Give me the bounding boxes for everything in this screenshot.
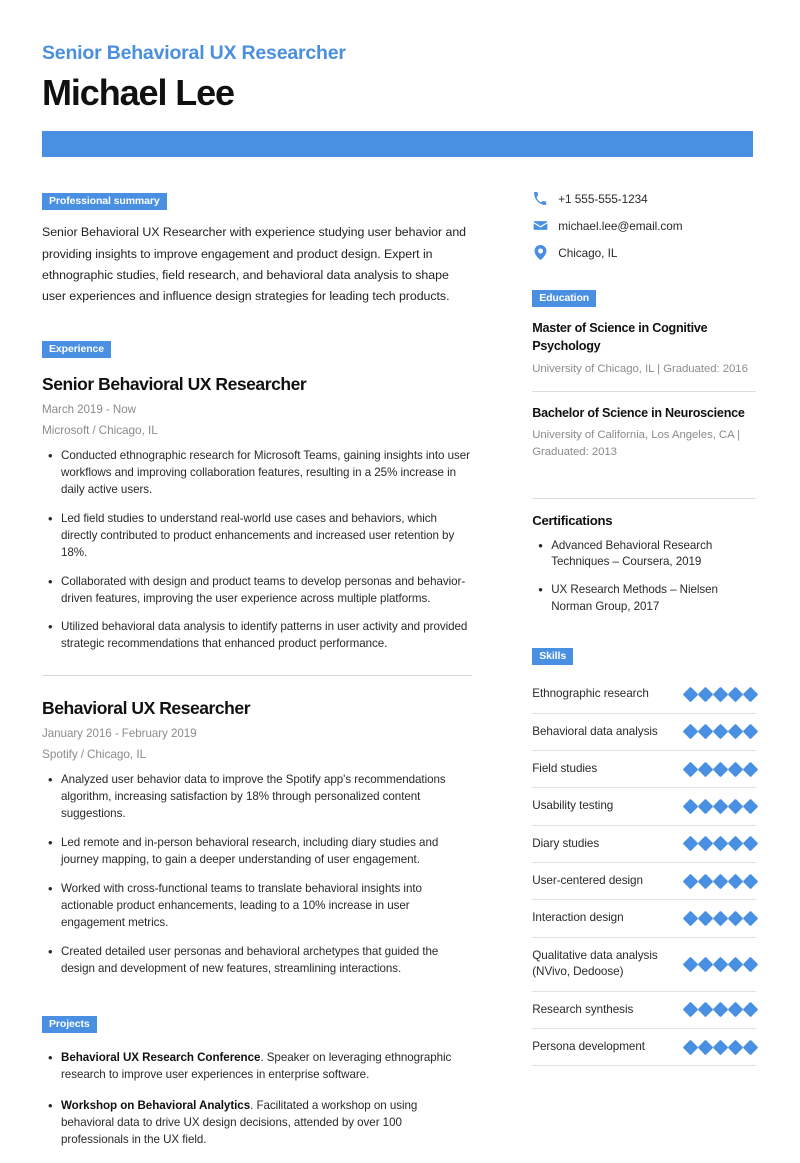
contact-location-row bbox=[532, 245, 756, 261]
diamond-icon bbox=[713, 911, 729, 927]
diamond-icon bbox=[743, 1002, 759, 1018]
contact-email-text: michael.lee@email.com bbox=[558, 218, 683, 233]
skill-name: Persona development bbox=[532, 1039, 645, 1053]
diamond-icon bbox=[698, 911, 714, 927]
diamond-icon bbox=[743, 836, 759, 852]
diamond-icon bbox=[683, 911, 699, 927]
experience-entry bbox=[42, 675, 472, 977]
right-column bbox=[532, 191, 756, 1067]
skills-list bbox=[532, 676, 756, 1066]
project-name: Workshop on Behavioral Analytics bbox=[61, 1098, 251, 1112]
certifications-heading: Certifications bbox=[532, 512, 613, 528]
diamond-icon bbox=[743, 873, 759, 889]
experience-bullet: • Led remote and in-person behavioral research, including diary studies and journey mapping, to gain a deeper understanding of user engagement. bbox=[42, 835, 472, 869]
project-item bbox=[42, 1098, 472, 1149]
education-section bbox=[532, 288, 756, 474]
skill-row bbox=[532, 826, 756, 863]
project-description: . Speaker on leveraging ethnographic research to improve user experiences in enterprise software. bbox=[61, 1051, 452, 1081]
contact-phone-row bbox=[532, 191, 756, 207]
experience-role: Senior Behavioral UX Researcher bbox=[42, 374, 307, 395]
diamond-icon bbox=[728, 873, 744, 889]
project-item bbox=[42, 1050, 472, 1084]
diamond-icon bbox=[698, 761, 714, 777]
experience-entry bbox=[42, 358, 472, 653]
education-entry bbox=[532, 391, 756, 474]
contact-section bbox=[532, 191, 756, 261]
projects-list bbox=[42, 1050, 472, 1149]
diamond-icon bbox=[683, 1002, 699, 1018]
diamond-icon bbox=[698, 724, 714, 740]
education-degree: Master of Science in Cognitive Psychology bbox=[532, 321, 708, 354]
diamond-icon bbox=[713, 836, 729, 852]
skill-row bbox=[532, 992, 756, 1029]
company-name: Spotify bbox=[42, 747, 78, 762]
skill-row bbox=[532, 751, 756, 788]
skills-section bbox=[532, 646, 756, 1067]
skill-name: Research synthesis bbox=[532, 1002, 634, 1016]
skill-rating bbox=[685, 689, 756, 700]
experience-dates: January 2016 - February 2019 bbox=[42, 727, 197, 741]
certifications-list bbox=[532, 538, 756, 616]
header-job-title: Senior Behavioral UX Researcher bbox=[42, 42, 346, 64]
experience-bullet: • Utilized behavioral data analysis to identify patterns in user activity and provided strategic recommendations that enhanced product performance. bbox=[42, 619, 472, 653]
diamond-icon bbox=[683, 956, 699, 972]
diamond-icon bbox=[683, 1039, 699, 1055]
skill-rating bbox=[685, 764, 756, 775]
company-location: Chicago, IL bbox=[86, 747, 147, 762]
experience-role: Behavioral UX Researcher bbox=[42, 698, 251, 719]
experience-dates: March 2019 - Now bbox=[42, 403, 136, 417]
skill-row bbox=[532, 676, 756, 713]
skill-row bbox=[532, 938, 756, 992]
diamond-icon bbox=[728, 687, 744, 703]
map-pin-icon bbox=[532, 245, 548, 261]
skill-name: Diary studies bbox=[532, 836, 600, 850]
diamond-icon bbox=[698, 687, 714, 703]
experience-bullet: • Conducted ethnographic research for Microsoft Teams, gaining insights into user workflows and improving collaboration features, resulting in a 25% increase in daily active users. bbox=[42, 448, 472, 499]
certification-item: • Advanced Behavioral Research Techniques – Coursera, 2019 bbox=[532, 538, 756, 572]
skill-name: Usability testing bbox=[532, 799, 614, 813]
phone-icon bbox=[532, 191, 548, 207]
experience-bullet: • Analyzed user behavior data to improve the Spotify app's recommendations algorithm, increasing satisfaction by 18% through personalized content suggestions. bbox=[42, 772, 472, 823]
diamond-icon bbox=[683, 687, 699, 703]
skill-rating bbox=[685, 876, 756, 887]
education-entry bbox=[532, 307, 756, 390]
envelope-icon bbox=[532, 218, 548, 234]
project-description: . Facilitated a workshop on using behavioral data to drive UX design decisions, attended by over 100 professionals in the UX field. bbox=[61, 1098, 418, 1146]
diamond-icon bbox=[713, 724, 729, 740]
section-badge-skills: Skills bbox=[532, 648, 573, 666]
skill-row bbox=[532, 788, 756, 825]
diamond-icon bbox=[728, 836, 744, 852]
certification-item: • UX Research Methods – Nielsen Norman Group, 2017 bbox=[532, 582, 756, 616]
skill-name: User-centered design bbox=[532, 874, 643, 888]
diamond-icon bbox=[683, 873, 699, 889]
experience-bullet: • Led field studies to understand real-world use cases and behaviors, which directly contributed to product enhancements and increased user retention by 18%. bbox=[42, 511, 472, 562]
skill-name: Ethnographic research bbox=[532, 687, 649, 701]
projects-section bbox=[42, 1014, 472, 1149]
skill-rating bbox=[685, 1004, 756, 1015]
experience-bullets bbox=[42, 772, 472, 977]
skill-name: Field studies bbox=[532, 761, 598, 775]
project-name: Behavioral UX Research Conference bbox=[61, 1051, 261, 1065]
diamond-icon bbox=[743, 956, 759, 972]
skill-name: Interaction design bbox=[532, 911, 624, 925]
contact-location-text: Chicago, IL bbox=[558, 245, 618, 260]
skill-row bbox=[532, 1029, 756, 1066]
experience-bullet: • Worked with cross-functional teams to translate behavioral insights into actionable product enhancements, leading to a 10% increase in user engagement metrics. bbox=[42, 881, 472, 932]
diamond-icon bbox=[698, 873, 714, 889]
diamond-icon bbox=[743, 799, 759, 815]
diamond-icon bbox=[743, 911, 759, 927]
diamond-icon bbox=[698, 1002, 714, 1018]
diamond-icon bbox=[698, 1039, 714, 1055]
left-column bbox=[42, 191, 490, 1163]
summary-text: Senior Behavioral UX Researcher with experience studying user behavior and providing insights to improve engagement and product design. Expert in ethnographic studies, field research, and behavioral data analysis to shape user experiences and influence design strategies for leading tech products. bbox=[42, 225, 467, 304]
experience-bullet: • Created detailed user personas and behavioral archetypes that guided the design and development of new features, streamlining interactions. bbox=[42, 944, 472, 978]
experience-company bbox=[42, 747, 472, 761]
diamond-icon bbox=[728, 911, 744, 927]
education-degree: Bachelor of Science in Neuroscience bbox=[532, 405, 745, 420]
skill-rating bbox=[685, 959, 756, 970]
contact-email-row bbox=[532, 218, 756, 234]
diamond-icon bbox=[728, 956, 744, 972]
diamond-icon bbox=[683, 799, 699, 815]
diamond-icon bbox=[683, 724, 699, 740]
experience-company bbox=[42, 423, 472, 437]
diamond-icon bbox=[698, 799, 714, 815]
company-location: Chicago, IL bbox=[98, 423, 158, 438]
diamond-icon bbox=[713, 956, 729, 972]
skill-name: Qualitative data analysis (NVivo, Dedoose) bbox=[532, 948, 658, 979]
diamond-icon bbox=[728, 799, 744, 815]
diamond-icon bbox=[683, 761, 699, 777]
professional-summary-section bbox=[42, 191, 472, 308]
diamond-icon bbox=[728, 724, 744, 740]
experience-bullets bbox=[42, 448, 472, 653]
skill-rating bbox=[685, 801, 756, 812]
section-badge-education: Education bbox=[532, 290, 596, 308]
section-badge-summary: Professional summary bbox=[42, 193, 167, 211]
diamond-icon bbox=[713, 687, 729, 703]
diamond-icon bbox=[743, 687, 759, 703]
skill-rating bbox=[685, 913, 756, 924]
experience-bullet: • Collaborated with design and product teams to develop personas and behavior-driven features, improving the user experience across multiple platforms. bbox=[42, 574, 472, 608]
header-accent-bar bbox=[42, 131, 753, 157]
skill-rating bbox=[685, 838, 756, 849]
skill-rating bbox=[685, 1042, 756, 1053]
diamond-icon bbox=[728, 1039, 744, 1055]
diamond-icon bbox=[698, 836, 714, 852]
company-separator: / bbox=[80, 747, 84, 762]
diamond-icon bbox=[683, 836, 699, 852]
diamond-icon bbox=[743, 761, 759, 777]
skill-row bbox=[532, 714, 756, 751]
certifications-section bbox=[532, 498, 756, 616]
skill-row bbox=[532, 900, 756, 937]
contact-phone-text: +1 555-555-1234 bbox=[558, 191, 648, 206]
education-meta: University of California, Los Angeles, CA | Graduated: 2013 bbox=[532, 429, 741, 458]
section-badge-projects: Projects bbox=[42, 1016, 97, 1034]
diamond-icon bbox=[713, 1002, 729, 1018]
company-name: Microsoft bbox=[42, 423, 90, 438]
experience-section bbox=[42, 339, 472, 978]
diamond-icon bbox=[713, 873, 729, 889]
diamond-icon bbox=[713, 1039, 729, 1055]
skill-rating bbox=[685, 726, 756, 737]
education-meta: University of Chicago, IL | Graduated: 2016 bbox=[532, 363, 748, 376]
resume-header bbox=[42, 42, 756, 157]
diamond-icon bbox=[713, 799, 729, 815]
diamond-icon bbox=[743, 1039, 759, 1055]
diamond-icon bbox=[728, 1002, 744, 1018]
diamond-icon bbox=[713, 761, 729, 777]
diamond-icon bbox=[698, 956, 714, 972]
candidate-name: Michael Lee bbox=[42, 72, 234, 113]
diamond-icon bbox=[728, 761, 744, 777]
skill-name: Behavioral data analysis bbox=[532, 724, 658, 738]
company-separator: / bbox=[92, 423, 96, 438]
diamond-icon bbox=[743, 724, 759, 740]
resume-body bbox=[42, 191, 756, 1163]
section-badge-experience: Experience bbox=[42, 341, 111, 359]
skill-row bbox=[532, 863, 756, 900]
